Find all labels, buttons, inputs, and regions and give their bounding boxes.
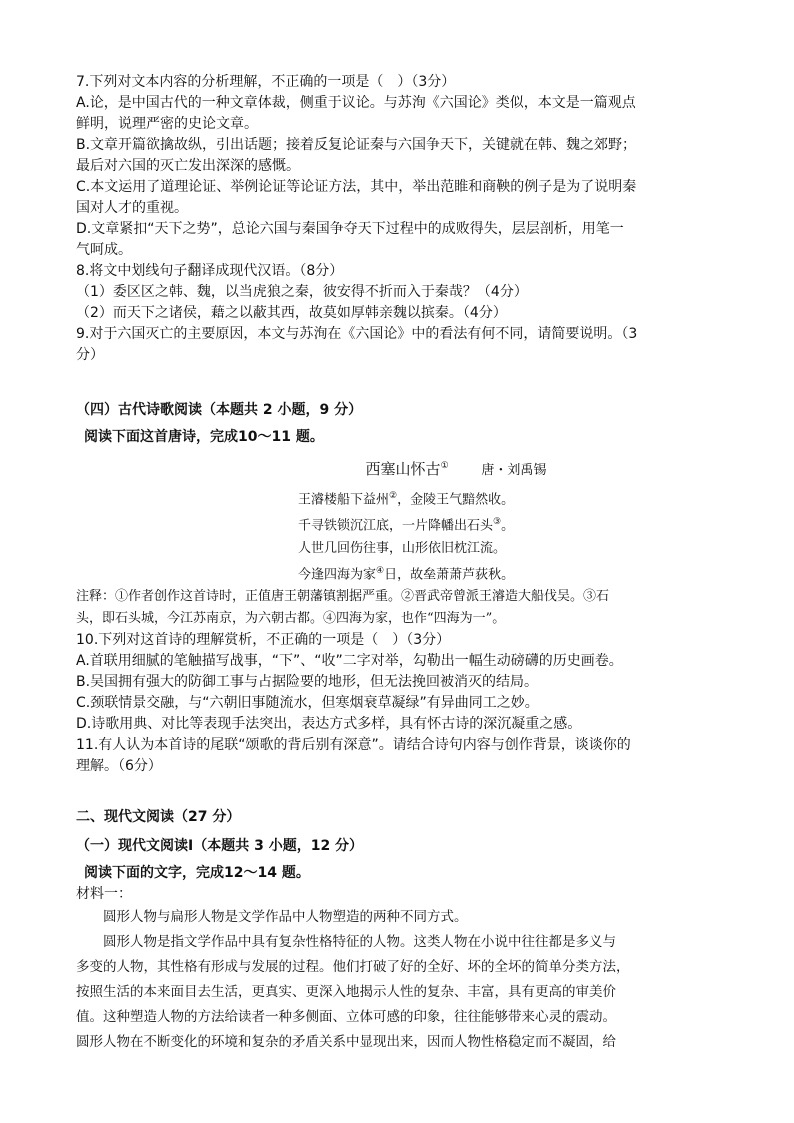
question-10-option-c: C.颈联情景交融，与“六朝旧事随流水，但寒烟衰草凝绿”有异曲同工之妙。 xyxy=(76,694,539,711)
poem-line-2: 千寻铁锁沉江底，一片降幡出石头③。 xyxy=(298,517,515,534)
section-4-instruction: 阅读下面这首唐诗，完成10～11 题。 xyxy=(84,429,324,445)
question-7-option-d-line2: 气呵成。 xyxy=(76,242,132,258)
poem-title-note: ① xyxy=(440,461,449,471)
poem-line-4: 今逢四海为家④日，故垒萧萧芦荻秋。 xyxy=(298,565,515,582)
question-8-part1: （1）委区区之韩、魏，以当虎狼之秦，彼安得不折而入于秦哉？（4分） xyxy=(76,284,528,300)
poem-author: 唐・刘禹锡 xyxy=(481,463,547,478)
question-7: 7.下列对文本内容的分析理解，不正确的一项是（ ）（3分） xyxy=(76,74,456,90)
poem-line-1: 王濬楼船下益州②，金陵王气黯然收。 xyxy=(298,491,515,508)
poem-notes xyxy=(76,586,726,630)
material-paragraph-2-line5: 圆形人物在不断变化的环境和复杂的矛盾关系中显现出来，因而人物性格稳定而不凝固，给 xyxy=(76,1033,616,1050)
material-paragraph-1: 圆形人物与扁形人物是文学作品中人物塑造的两种不同方式。 xyxy=(103,908,468,925)
question-9-line1: 9.对于六国灭亡的主要原因，本文与苏洵在《六国论》中的看法有何不同，请简要说明。（3 xyxy=(76,326,638,342)
part-2-subheading: （一）现代文阅读Ⅰ（本题共 3 小题，12 分） xyxy=(76,837,364,854)
question-7-option-b-line2: 最后对六国的灭亡发出深深的感慨。 xyxy=(76,158,300,174)
material-paragraph-2-line4: 值。这种塑造人物的方法给读者一种多侧面、立体可感的印象，往往能够带来心灵的震动。 xyxy=(76,1008,616,1025)
material-paragraph-2-line1: 圆形人物是指文学作品中具有复杂性格特征的人物。这类人物在小说中往往都是多义与 xyxy=(103,933,616,950)
question-10-option-a: A.首联用细腻的笔触描写战事，“下”、“收”二字对举，勾勒出一幅生动磅礴的历史画卷。 xyxy=(76,652,623,669)
material-label: 材料一： xyxy=(76,885,132,902)
question-10-option-b: B.吴国拥有强大的防御工事与占据险要的地形，但无法挽回被消灭的结局。 xyxy=(76,673,539,690)
poem-body xyxy=(76,485,726,586)
question-11-line2: 理解。（6分） xyxy=(76,757,162,774)
poem-title: 西塞山怀古 xyxy=(365,460,441,478)
question-7-option-c-line1: C.本文运用了道理论证、举例论证等论证方法，其中，举出范睢和商鞅的例子是为了说明秦 xyxy=(76,179,637,195)
question-7-option-a-line2: 鲜明，说理严密的史论文章。 xyxy=(76,116,258,132)
section-4-heading: （四）古代诗歌阅读（本题共 2 小题，9 分） xyxy=(76,402,363,418)
part-2-heading: 二、现代文阅读（27 分） xyxy=(76,808,241,825)
poem-notes-line1: 注释：①作者创作这首诗时，正值唐王朝藩镇割据严重。②晋武帝曾派王濬造大船伐吴。③石 xyxy=(76,588,610,604)
question-10: 10.下列对这首诗的理解赏析，不正确的一项是（ ）（3分） xyxy=(76,631,451,648)
question-7-option-b-line1: B.文章开篇欲擒故纵，引出话题；接着反复论证秦与六国争天下，关键就在韩、魏之郊野； xyxy=(76,137,637,153)
poem-title-row xyxy=(76,454,726,483)
part-2-instruction: 阅读下面的文字，完成12～14 题。 xyxy=(84,864,310,881)
material-paragraph-2-line2: 多变的人物，其性格有形成与发展的过程。他们打破了好的全好、坏的全坏的简单分类方法， xyxy=(76,958,630,975)
poem-line-3: 人世几回伤往事，山形依旧枕江流。 xyxy=(298,540,507,556)
question-7-option-a-line1: A.论，是中国古代的一种文章体裁，侧重于议论。与苏洵《六国论》类似，本文是一篇观点 xyxy=(76,95,636,111)
question-10-option-d: D.诗歌用典、对比等表现手法突出，表达方式多样，具有怀古诗的深沉凝重之感。 xyxy=(76,715,582,732)
question-8: 8.将文中划线句子翻译成现代汉语。（8分） xyxy=(76,263,344,279)
question-11-line1: 11.有人认为本首诗的尾联“颂歌的背后别有深意”。请结合诗句内容与创作背景，谈谈你的 xyxy=(76,736,631,753)
question-9-line2: 分） xyxy=(76,347,104,363)
question-7-option-c-line2: 国对人才的重视。 xyxy=(76,200,188,216)
question-8-part2: （2）而天下之诸侯，藉之以蔽其西，故莫如厚韩亲魏以摈秦。（4分） xyxy=(76,305,507,321)
poem-notes-line2: 头，即石头城，今江苏南京，为六朝古都。④四海为家，也作“四海为一”。 xyxy=(76,610,506,626)
material-paragraph-2-line3: 按照生活的本来面目去生活，更真实、更深入地揭示人性的复杂、丰富，具有更高的审美价 xyxy=(76,983,616,1000)
question-7-option-d-line1: D.文章紧扣“天下之势”，总论六国与秦国争夺天下过程中的成败得失，层层剖析，用笔一 xyxy=(76,221,624,237)
document-page xyxy=(76,72,726,1055)
